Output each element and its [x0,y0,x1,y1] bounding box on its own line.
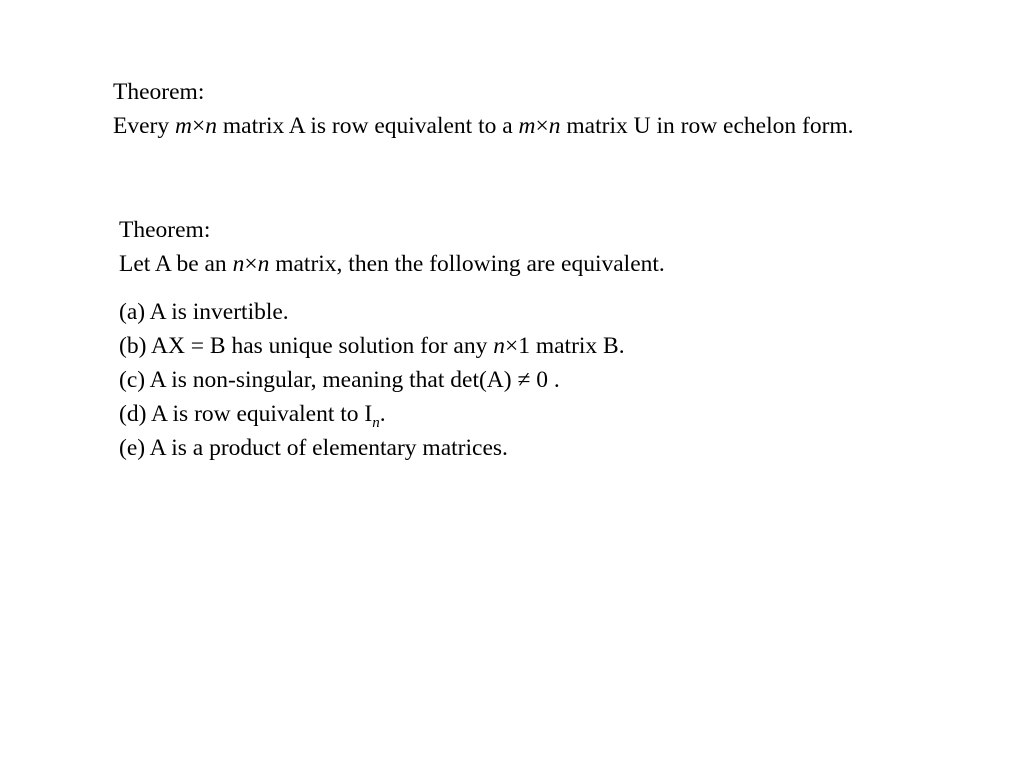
condition-a: (a) A is invertible. [119,299,289,325]
condition-b-text-1: (b) AX = B has unique solution for any [119,333,494,359]
times-sign: × [244,251,258,277]
dim-n: n [205,113,217,139]
dim-n: n [493,333,505,359]
theorem-1-text-1: Every [113,113,175,139]
condition-d-text-2: . [379,401,386,427]
dim-m: m [175,113,192,139]
theorem-2 [119,213,979,281]
dim-n: n [257,251,270,277]
theorem-2-statement [119,247,979,281]
theorem-1-text-3: matrix U in row echelon form. [560,113,854,139]
theorem-1-statement [113,109,953,143]
theorem-1-heading: Theorem: [113,79,205,105]
theorem-2-text-2: matrix, then the following are equivalent. [269,251,665,277]
condition-e: (e) A is a product of elementary matrices. [119,435,508,461]
identity-subscript: n [372,415,380,431]
times-sign: × [535,113,549,139]
theorem-2-text-1: Let A be an [119,251,233,277]
condition-b-text-2: ×1 matrix B. [504,333,625,359]
theorem-1-text-2: matrix A is row equivalent to a [217,113,519,139]
equivalent-conditions-list [119,295,979,465]
condition-d [119,397,979,431]
dim-n: n [548,113,561,139]
dim-m: m [518,113,536,139]
theorem-2-heading: Theorem: [119,217,211,243]
condition-c: (c) A is non-singular, meaning that det(A) ≠ 0 . [119,367,560,393]
condition-d-text-1: (d) A is row equivalent to I [119,401,373,427]
condition-b [119,329,979,363]
theorem-1 [113,75,973,143]
times-sign: × [191,113,206,139]
dim-n: n [232,251,245,277]
